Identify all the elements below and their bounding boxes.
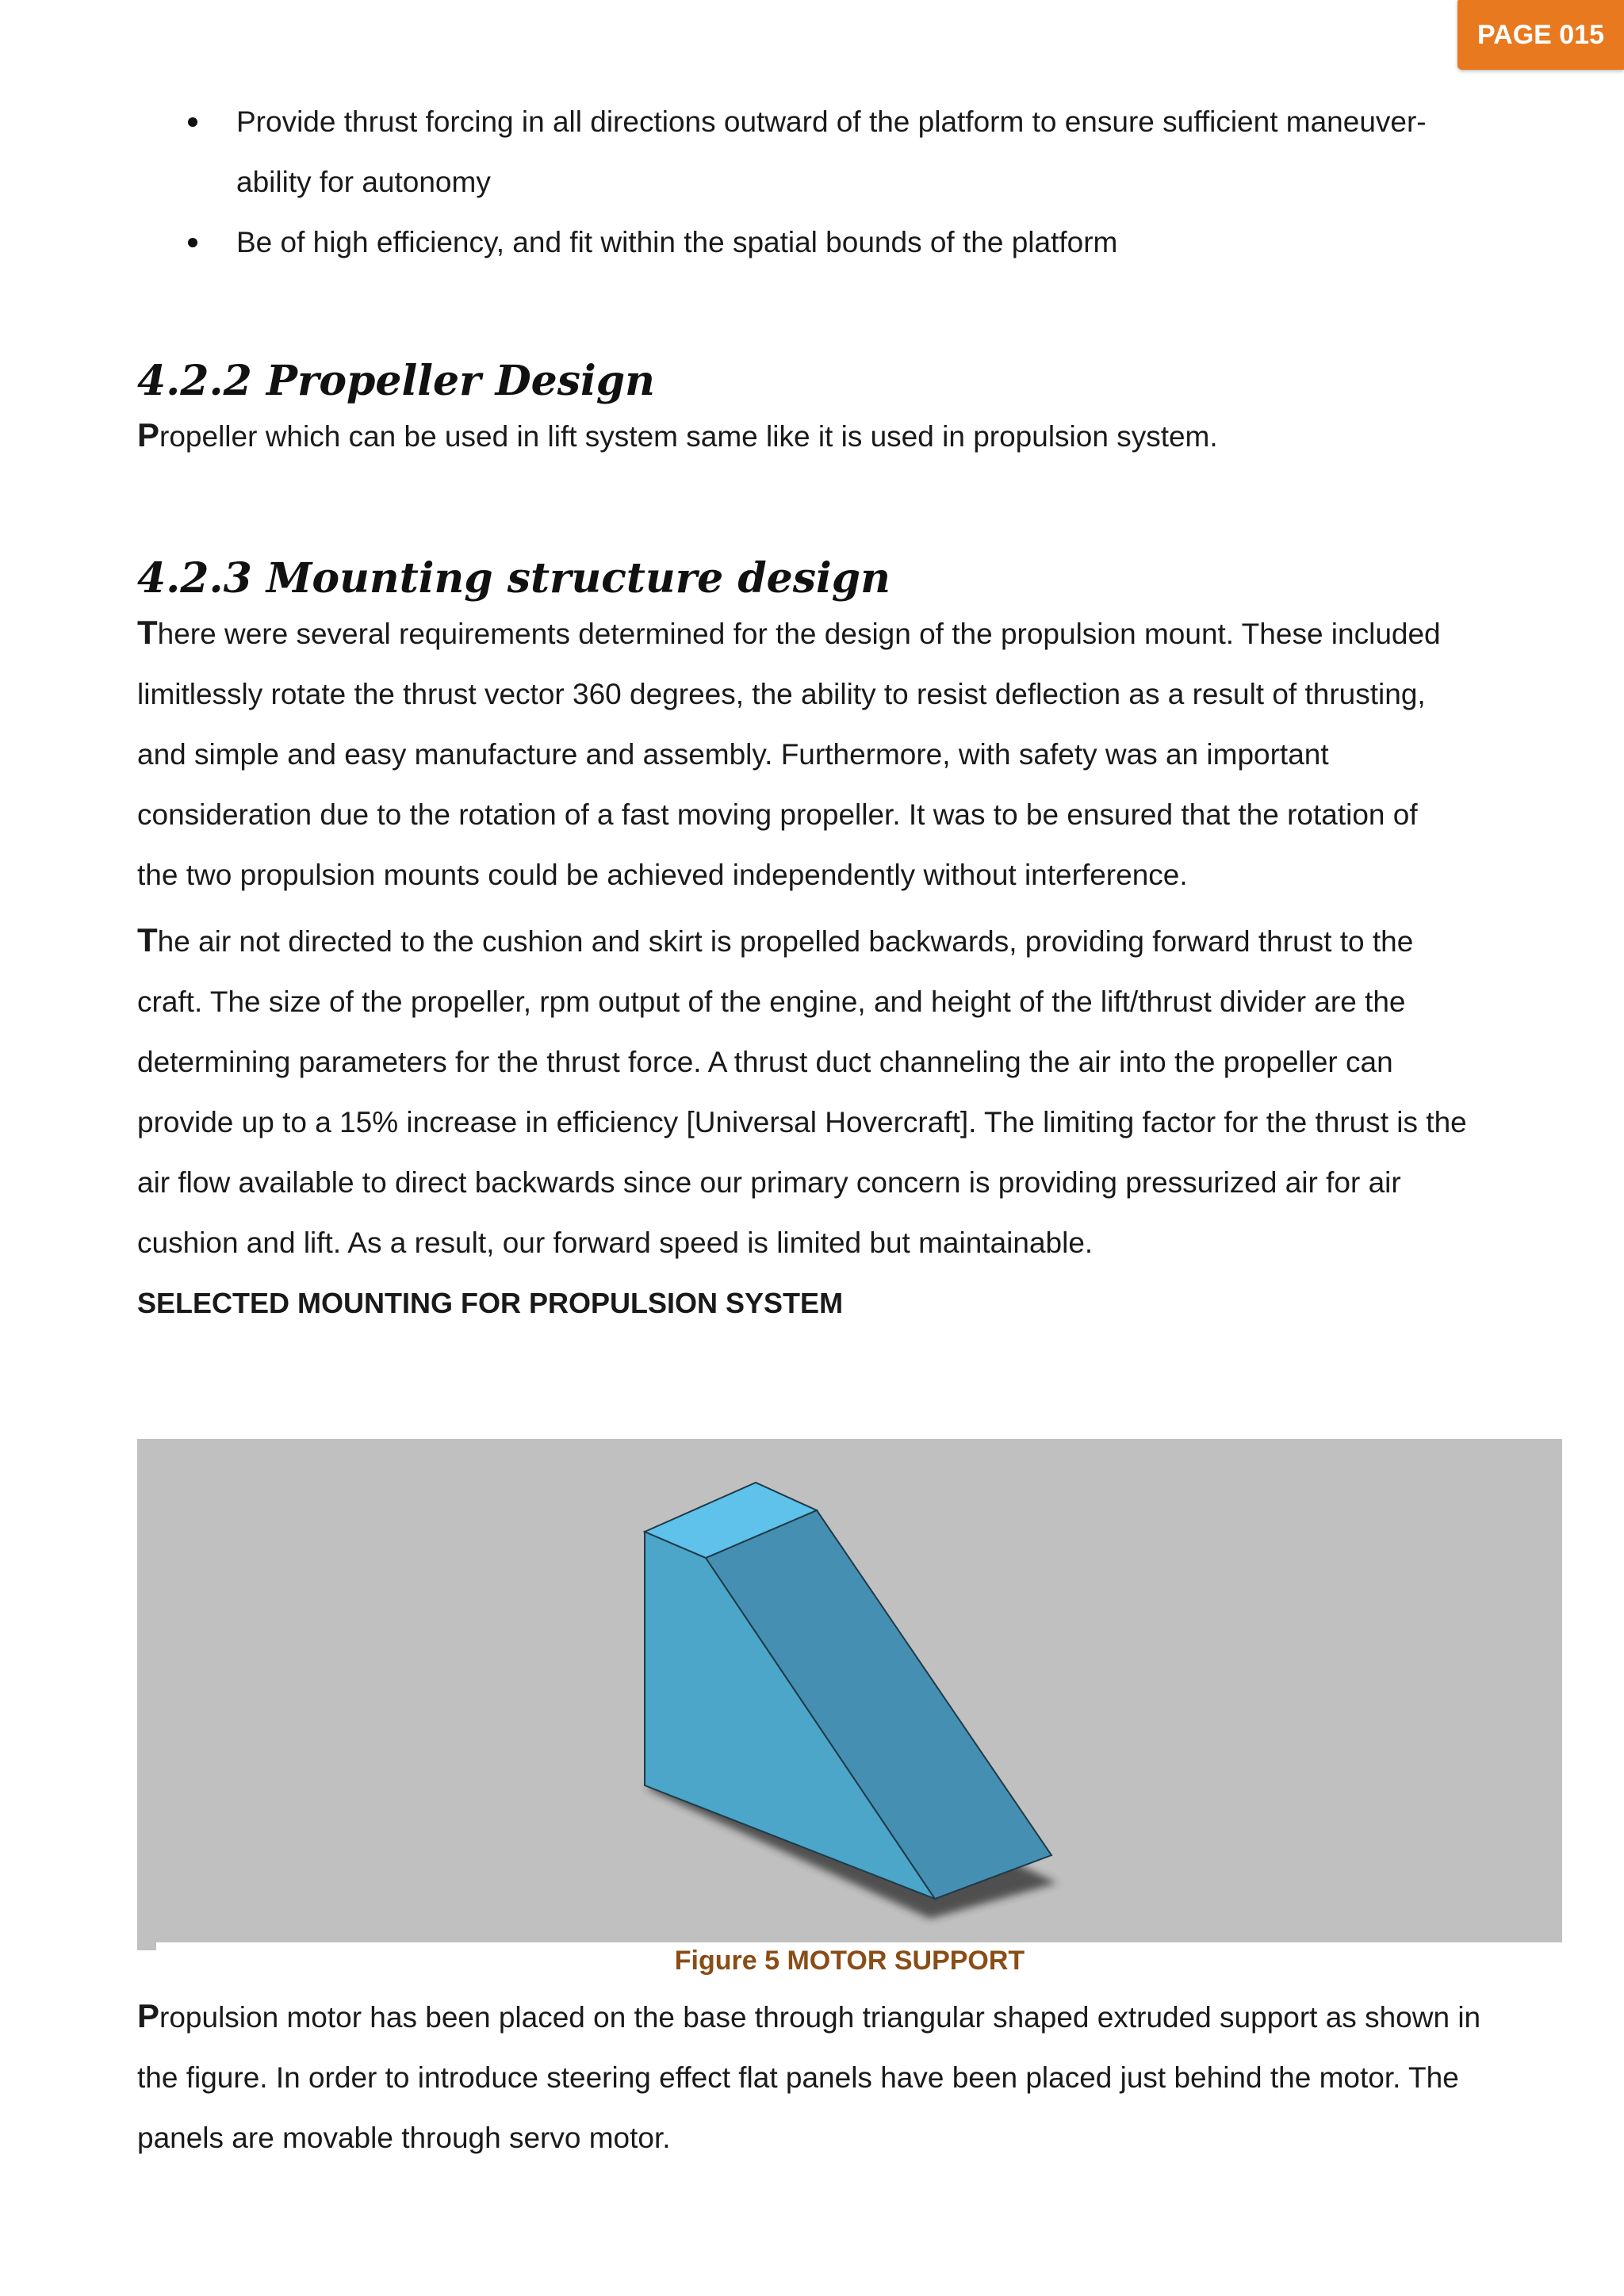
mounting-paragraph-1 [137,603,1533,905]
paragraph-line: he air not directed to the cushion and skirt is propelled backwards, providing forward thrust to the [157,925,1414,958]
paragraph-line: the two propulsion mounts could be achieved independently without interference. [137,859,1188,891]
paragraph-line: determining parameters for the thrust force. A thrust duct channeling the air into the propeller can [137,1046,1393,1078]
drop-cap: P [137,416,160,453]
paragraph-line: the figure. In order to introduce steering effect flat panels have been placed just behind the motor. The [137,2061,1459,2094]
list-item-text: Provide thrust forcing in all directions outward of the platform to ensure sufficient maneuver- [236,105,1427,138]
mounting-paragraph-2 [137,910,1533,1273]
motor-support-illustration [137,1439,1562,1942]
closing-paragraph [137,1986,1557,2168]
drop-cap: P [137,1997,160,2034]
paragraph-line: provide up to a 15% increase in efficiency [Universal Hovercraft]. The limiting factor for the thrust is the [137,1106,1467,1138]
bullet-icon [188,238,197,247]
paragraph-line: panels are movable through servo motor. [137,2122,671,2154]
paragraph-line: consideration due to the rotation of a fast moving propeller. It was to be ensured that the rotation of [137,798,1418,831]
section-heading-mounting-structure: 4.2.3 Mounting structure design [137,554,891,603]
paragraph-line: and simple and easy manufacture and assembly. Furthermore, with safety was an important [137,738,1329,771]
list-item-text: ability for autonomy [236,166,491,198]
paragraph-line: ropulsion motor has been placed on the base through triangular shaped extruded support as shown in [159,2001,1481,2034]
paragraph-line: craft. The size of the propeller, rpm output of the engine, and height of the lift/thrust divider are the [137,985,1406,1018]
paragraph-line: limitlessly rotate the thrust vector 360 degrees, the ability to resist deflection as a result of thrusting, [137,678,1426,710]
propeller-paragraph [137,405,1533,467]
list-item [137,212,1533,273]
section-heading-propeller-design: 4.2.2 Propeller Design [137,357,655,405]
motor-support-figure [137,1439,1562,1942]
bullet-icon [188,117,197,127]
drop-cap: T [137,614,158,651]
drop-cap: T [137,921,158,959]
paragraph-line: air flow available to direct backwards since our primary concern is providing pressurized air for air [137,1166,1401,1199]
figure-caption: Figure 5 MOTOR SUPPORT [674,1946,1025,1976]
paragraph-text: ropeller which can be used in lift system same like it is used in propulsion system. [159,420,1218,453]
requirements-list [137,92,1533,273]
paragraph-line: cushion and lift. As a result, our forward speed is limited but maintainable. [137,1226,1094,1259]
selected-mounting-heading: SELECTED MOUNTING FOR PROPULSION SYSTEM [137,1287,844,1319]
document-body [137,92,1533,1334]
paragraph-line: here were several requirements determined for the design of the propulsion mount. These included [157,618,1441,650]
list-item [137,92,1533,212]
page-number-badge: PAGE 015 [1457,0,1624,70]
list-item-text: Be of high efficiency, and fit within the spatial bounds of the platform [236,226,1118,258]
